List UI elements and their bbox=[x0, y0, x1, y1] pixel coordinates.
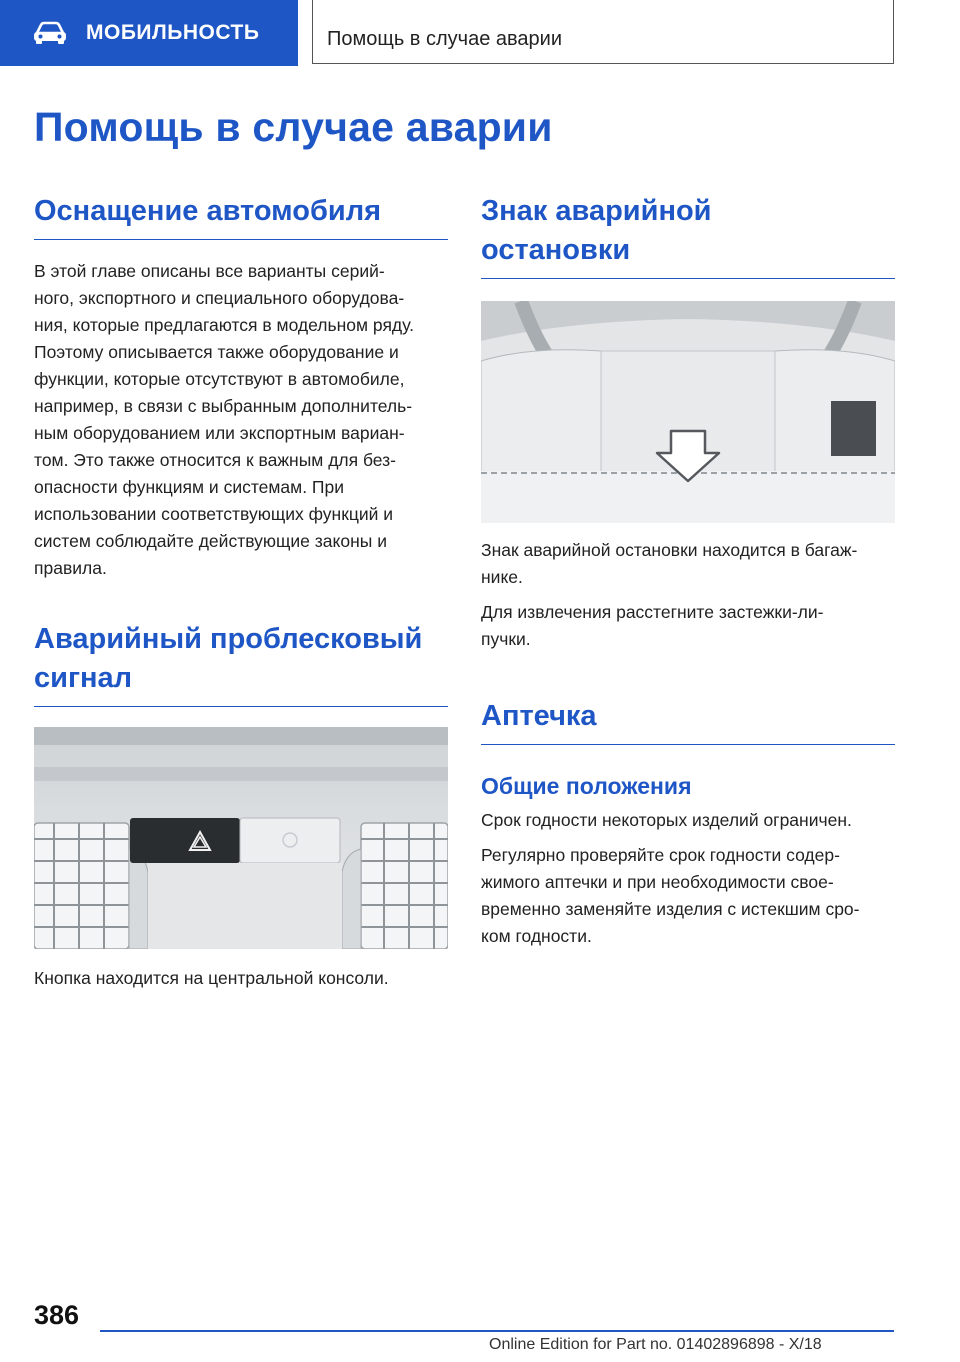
heading-hazard-lights: Аварийный проблесковый сигнал bbox=[34, 620, 448, 707]
left-column bbox=[34, 192, 448, 992]
footer-edition-text: Online Edition for Part no. 01402896898 - X/18 bbox=[489, 1336, 822, 1353]
footer-divider bbox=[100, 1330, 894, 1332]
hazard-button-image bbox=[34, 727, 448, 949]
caption-triangle-location: Знак аварийной остановки находится в багаж- нике. bbox=[481, 540, 858, 587]
heading-warning-triangle: Знак аварийной остановки bbox=[481, 192, 895, 279]
header-section-tab bbox=[0, 0, 298, 66]
warning-triangle-trunk-image bbox=[481, 301, 895, 523]
right-column bbox=[481, 192, 895, 950]
paragraph-expiry: Срок годности некоторых изделий ограничен. bbox=[481, 810, 852, 830]
subheading-general: Общие положения bbox=[481, 773, 692, 799]
heading-equipment: Оснащение автомобиля bbox=[34, 192, 448, 240]
header-chapter-box bbox=[312, 0, 894, 64]
header-section-label: МОБИЛЬНОСТЬ bbox=[86, 21, 260, 44]
paragraph-equipment: В этой главе описаны все варианты серий- ного, экспортного и специального оборудова- ния, которые предлагаются в модельном ряду. Поэтому описывается также оборудование и функции, которые отсутствуют в автомобиле, например, в связи с выбранным дополнитель- ным оборудованием или экспортным вариан- том. Это также относится к важным для без- опасности функциям и системам. При использовании соответствующих функций и систем соблюдайте действующие законы и правила. bbox=[34, 261, 414, 578]
caption-triangle-removal: Для извлечения расстегните застежки-ли- пучки. bbox=[481, 602, 824, 649]
header-chapter-label: Помощь в случае аварии bbox=[327, 28, 562, 50]
page-number: 386 bbox=[34, 1300, 80, 1330]
caption-hazard-button: Кнопка находится на центральной консоли. bbox=[34, 968, 389, 988]
heading-first-aid: Аптечка bbox=[481, 697, 895, 745]
page-title: Помощь в случае аварии bbox=[34, 104, 553, 150]
paragraph-check: Регулярно проверяйте срок годности содер- жимого аптечки и при необходимости свое- временно заменяйте изделия с истекшим сро- ком годности. bbox=[481, 845, 860, 946]
car-icon bbox=[32, 21, 68, 45]
